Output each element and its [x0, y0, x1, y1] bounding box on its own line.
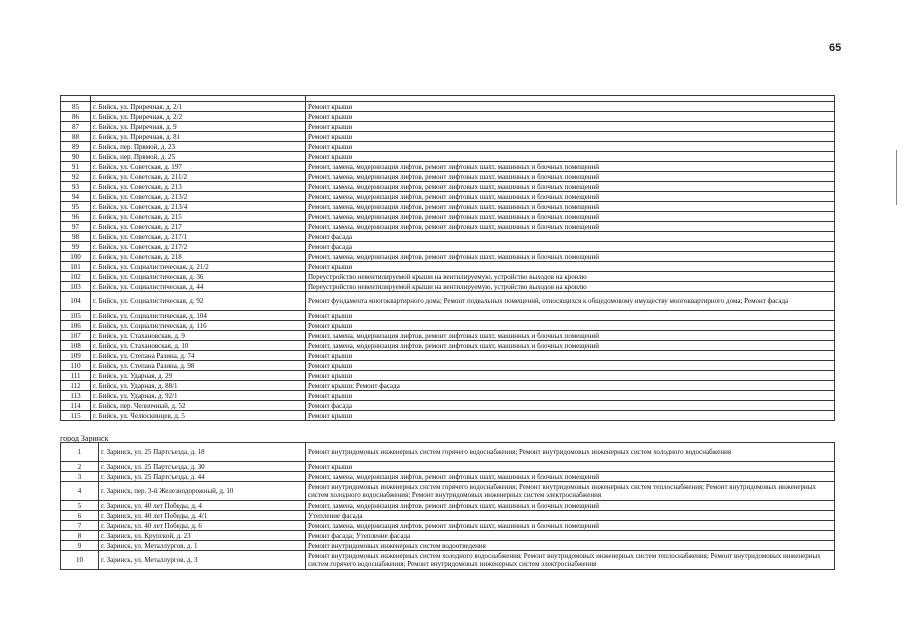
row-work-type: Ремонт, замена, модернизация лифтов, ремонт лифтовых шахт, машинных и блочных помещений: [306, 252, 835, 262]
table-row: [61, 462, 835, 472]
row-number: 105: [61, 311, 91, 321]
row-work-type: Ремонт крыши: [306, 462, 835, 472]
table-row: [61, 381, 835, 391]
row-address: г. Бийск, ул. Советская, д. 213/4: [91, 202, 306, 212]
row-address: г. Заринск, ул. 40 лет Победы, д. 4/1: [99, 511, 306, 521]
row-number: 106: [61, 321, 91, 331]
row-address: г. Бийск, ул. Социалистическая, д. 116: [91, 321, 306, 331]
table-row: [61, 222, 835, 232]
table-row: [61, 511, 835, 521]
row-number: 92: [61, 172, 91, 182]
row-address: г. Заринск, ул. Металлургов, д. 3: [99, 551, 306, 570]
row-number: 101: [61, 262, 91, 272]
table-row: [61, 142, 835, 152]
table-row: [61, 541, 835, 551]
row-number: 103: [61, 282, 91, 292]
row-number: 7: [61, 521, 99, 531]
row-work-type: Ремонт крыши: [306, 351, 835, 361]
row-number: 98: [61, 232, 91, 242]
row-number: 97: [61, 222, 91, 232]
row-address: г. Бийск, ул. Советская, д. 218: [91, 252, 306, 262]
row-number: 10: [61, 551, 99, 570]
row-address: г. Бийск, ул. Социалистическая, д. 44: [91, 282, 306, 292]
row-number: 3: [61, 472, 99, 482]
row-work-type: Ремонт, замена, модернизация лифтов, ремонт лифтовых шахт, машинных и блочных помещений: [306, 172, 835, 182]
row-work-type: Ремонт, замена, модернизация лифтов, ремонт лифтовых шахт, машинных и блочных помещений: [306, 472, 835, 482]
row-address: г. Бийск, ул. Челюскинцев, д. 5: [91, 411, 306, 421]
table-row: [61, 551, 835, 570]
row-number: 102: [61, 272, 91, 282]
table-row: [61, 411, 835, 421]
row-work-type: Ремонт крыши: [306, 112, 835, 122]
row-number: 86: [61, 112, 91, 122]
row-number: 87: [61, 122, 91, 132]
row-work-type: Ремонт внутридомовых инженерных систем горячего водоснабжения; Ремонт внутридомовых инженерных систем холодного водоснабжения: [306, 443, 835, 462]
row-work-type: Ремонт, замена, модернизация лифтов, ремонт лифтовых шахт, машинных и блочных помещений: [306, 341, 835, 351]
row-work-type: Ремонт крыши: [306, 102, 835, 112]
row-work-type: Ремонт крыши: [306, 391, 835, 401]
row-work-type: Ремонт, замена, модернизация лифтов, ремонт лифтовых шахт, машинных и блочных помещений: [306, 331, 835, 341]
row-address: г. Бийск, ул. Стахановская, д. 9: [91, 331, 306, 341]
row-number: 115: [61, 411, 91, 421]
row-work-type: Ремонт крыши: [306, 311, 835, 321]
row-work-type: Ремонт фасада: [306, 232, 835, 242]
row-address: г. Бийск, ул. Ударная, д. 88/1: [91, 381, 306, 391]
table-row: [61, 351, 835, 361]
row-work-type: Ремонт, замена, модернизация лифтов, ремонт лифтовых шахт, машинных и блочных помещений: [306, 192, 835, 202]
row-work-type: Ремонт крыши: [306, 142, 835, 152]
row-address: г. Бийск, ул. Ударная, д. 92/1: [91, 391, 306, 401]
row-address: г. Бийск, ул. Социалистическая, д. 104: [91, 311, 306, 321]
row-address: г. Бийск, ул. Советская, д. 213/2: [91, 192, 306, 202]
row-address: г. Бийск, ул. Степана Разина, д. 98: [91, 361, 306, 371]
row-work-type: Ремонт, замена, модернизация лифтов, ремонт лифтовых шахт, машинных и блочных помещений: [306, 521, 835, 531]
table-row: [61, 361, 835, 371]
table-row: [61, 202, 835, 212]
row-address: г. Бийск, ул. Приречная, д. 2/1: [91, 102, 306, 112]
table-row: [61, 472, 835, 482]
row-number: 99: [61, 242, 91, 252]
row-number: 91: [61, 162, 91, 172]
row-work-type: Переустройство невентилируемой крыши на вентилируемую, устройство выходов на кровлю: [306, 282, 835, 292]
row-work-type: Ремонт внутридомовых инженерных систем водоотведения: [306, 541, 835, 551]
row-address: г. Заринск, ул. 25 Партсъезда, д. 18: [99, 443, 306, 462]
row-work-type: Ремонт крыши: [306, 321, 835, 331]
table-row: [61, 232, 835, 242]
table-row: [61, 501, 835, 511]
table-row: [61, 443, 835, 462]
row-work-type: Переустройство невентилируемой крыши на вентилируемую, устройство выходов на кровлю: [306, 272, 835, 282]
table-row: [61, 172, 835, 182]
row-address: г. Бийск, ул. Приречная, д. 2/2: [91, 112, 306, 122]
table-row: [61, 521, 835, 531]
section-heading-zarinsk: город Заринск: [60, 434, 109, 443]
table-row: [61, 132, 835, 142]
scan-edge-line: [896, 150, 897, 205]
biysk-repair-table: [60, 95, 835, 421]
row-number: 9: [61, 541, 99, 551]
zarinsk-table-body: [61, 443, 835, 570]
row-address: г. Бийск, ул. Стахановская, д. 10: [91, 341, 306, 351]
row-number: 6: [61, 511, 99, 521]
row-work-type: Ремонт крыши: [306, 411, 835, 421]
row-address: г. Заринск, ул. 40 лет Победы, д. 6: [99, 521, 306, 531]
row-address: г. Бийск, ул. Приречная, д. 9: [91, 122, 306, 132]
table-row: [61, 282, 835, 292]
row-number: 95: [61, 202, 91, 212]
row-address: г. Бийск, ул. Социалистическая, д. 92: [91, 292, 306, 311]
row-work-type: Ремонт, замена, модернизация лифтов, ремонт лифтовых шахт, машинных и блочных помещений: [306, 501, 835, 511]
row-number: 108: [61, 341, 91, 351]
row-work-type: Ремонт фасада: [306, 242, 835, 252]
row-address: г. Бийск, ул. Советская, д. 217/1: [91, 232, 306, 242]
row-work-type: Ремонт, замена, модернизация лифтов, ремонт лифтовых шахт, машинных и блочных помещений: [306, 202, 835, 212]
table-row: [61, 152, 835, 162]
row-number: 8: [61, 531, 99, 541]
table-row: [61, 371, 835, 381]
row-number: 111: [61, 371, 91, 381]
row-number: 2: [61, 462, 99, 472]
table-row: [61, 321, 835, 331]
row-work-type: Ремонт крыши: [306, 262, 835, 272]
row-number: 5: [61, 501, 99, 511]
row-address: г. Бийск, ул. Степана Разина, д. 74: [91, 351, 306, 361]
row-number: 1: [61, 443, 99, 462]
row-work-type: Ремонт внутридомовых инженерных систем горячего водоснабжения; Ремонт внутридомовых инженерных систем теплоснабжения; Ремонт внутридомовых инженерных систем холодного водоснабжения; Ремонт внутридомовых инженерных систем электроснабжения: [306, 482, 835, 501]
row-work-type: Ремонт крыши; Ремонт фасада: [306, 381, 835, 391]
row-work-type: Ремонт крыши: [306, 371, 835, 381]
row-number: 88: [61, 132, 91, 142]
table-row: [61, 182, 835, 192]
row-number: 89: [61, 142, 91, 152]
table-row: [61, 252, 835, 262]
table-row: [61, 401, 835, 411]
row-address: г. Бийск, пер. Прямой, д. 23: [91, 142, 306, 152]
row-address: г. Бийск, ул. Советская, д. 215: [91, 212, 306, 222]
row-address: г. Бийск, ул. Советская, д. 211/2: [91, 172, 306, 182]
row-address: г. Заринск, ул. 25 Партсъезда, д. 30: [99, 462, 306, 472]
biysk-table-body: [61, 96, 835, 421]
row-number: 113: [61, 391, 91, 401]
row-number: 109: [61, 351, 91, 361]
table-row: [61, 162, 835, 172]
row-address: г. Бийск, ул. Социалистическая, д. 36: [91, 272, 306, 282]
row-address: г. Заринск, ул. Крупской, д. 23: [99, 531, 306, 541]
row-address: г. Заринск, ул. 25 Партсъезда, д. 44: [99, 472, 306, 482]
row-work-type: Ремонт крыши: [306, 122, 835, 132]
table-row: [61, 122, 835, 132]
row-work-type: Ремонт внутридомовых инженерных систем холодного водоснабжения; Ремонт внутридомовых инженерных систем теплоснабжения; Ремонт внутридомовых инженерных систем горячего водоснабжения; Ремонт внутридомовых инженерных систем электроснабжения: [306, 551, 835, 570]
row-address: г. Бийск, ул. Советская, д. 197: [91, 162, 306, 172]
row-number: 104: [61, 292, 91, 311]
row-address: г. Бийск, ул. Советская, д. 213: [91, 182, 306, 192]
page-number: 65: [829, 42, 842, 54]
row-address: г. Заринск, ул. Металлургов, д. 1: [99, 541, 306, 551]
row-work-type: Ремонт крыши: [306, 152, 835, 162]
row-work-type: Ремонт фасада; Утепление фасада: [306, 531, 835, 541]
zarinsk-repair-table: [60, 442, 835, 570]
row-work-type: Ремонт фундамента многоквартирного дома; Ремонт подвальных помещений, относящихся к общедомовому имуществу многоквартирного дома; Ремонт фасада: [306, 292, 835, 311]
row-work-type: Ремонт крыши: [306, 132, 835, 142]
row-address: г. Бийск, ул. Советская, д. 217: [91, 222, 306, 232]
row-address: г. Бийск, ул. Советская, д. 217/2: [91, 242, 306, 252]
row-address: г. Заринск, ул. 40 лет Победы, д. 4: [99, 501, 306, 511]
row-work-type: Ремонт крыши: [306, 361, 835, 371]
row-number: 85: [61, 102, 91, 112]
row-work-type: Ремонт, замена, модернизация лифтов, ремонт лифтовых шахт, машинных и блочных помещений: [306, 182, 835, 192]
row-work-type: Ремонт, замена, модернизация лифтов, ремонт лифтовых шахт, машинных и блочных помещений: [306, 222, 835, 232]
table-row: [61, 331, 835, 341]
table-row: [61, 212, 835, 222]
row-work-type: Ремонт, замена, модернизация лифтов, ремонт лифтовых шахт, машинных и блочных помещений: [306, 162, 835, 172]
table-row: [61, 531, 835, 541]
row-address: г. Бийск, ул. Ударная, д. 29: [91, 371, 306, 381]
table-row: [61, 262, 835, 272]
row-number: 4: [61, 482, 99, 501]
row-address: г. Бийск, пер. Челночный, д. 52: [91, 401, 306, 411]
row-number: 90: [61, 152, 91, 162]
row-number: 93: [61, 182, 91, 192]
table-row: [61, 192, 835, 202]
table-row: [61, 311, 835, 321]
row-number: 100: [61, 252, 91, 262]
table-row: [61, 242, 835, 252]
row-number: 112: [61, 381, 91, 391]
row-work-type: Утепление фасада: [306, 511, 835, 521]
row-number: 94: [61, 192, 91, 202]
row-address: г. Заринск, пер. 3-й Железнодорожный, д. 10: [99, 482, 306, 501]
table-row: [61, 482, 835, 501]
table-row: [61, 292, 835, 311]
row-number: 110: [61, 361, 91, 371]
row-number: 114: [61, 401, 91, 411]
row-work-type: Ремонт фасада: [306, 401, 835, 411]
table-row: [61, 102, 835, 112]
row-address: г. Бийск, ул. Приречная, д. 81: [91, 132, 306, 142]
row-address: г. Бийск, пер. Прямой, д. 25: [91, 152, 306, 162]
row-address: г. Бийск, ул. Социалистическая, д. 21/2: [91, 262, 306, 272]
row-number: 96: [61, 212, 91, 222]
row-number: 107: [61, 331, 91, 341]
table-row: [61, 112, 835, 122]
row-work-type: Ремонт, замена, модернизация лифтов, ремонт лифтовых шахт, машинных и блочных помещений: [306, 212, 835, 222]
table-row: [61, 391, 835, 401]
table-row: [61, 341, 835, 351]
table-row: [61, 272, 835, 282]
